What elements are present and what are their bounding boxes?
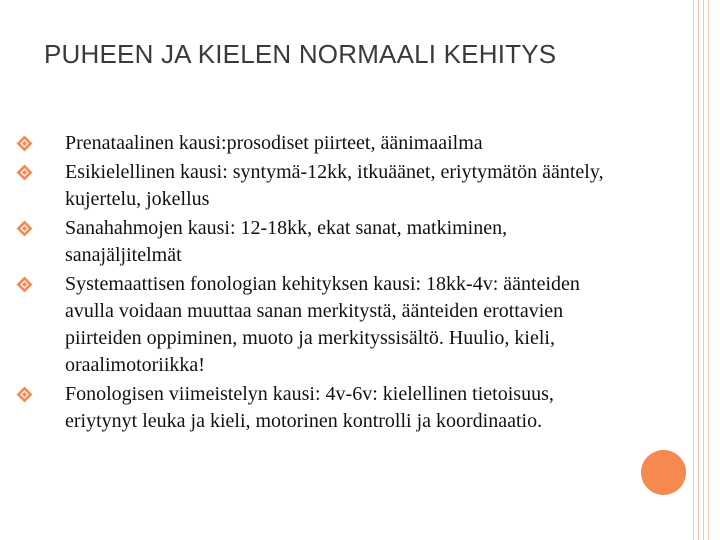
bullet-item — [16, 271, 626, 379]
bullet-list — [16, 130, 626, 437]
bullet-text: Systemaattisen fonologian kehityksen kausi: 18kk-4v: äänteiden avulla voidaan muuttaa sanan merkitystä, äänteiden erottavien piirteiden oppiminen, muoto ja merkityssisältö. Huulio, kieli, oraalimotoriikka! — [65, 273, 580, 376]
diamond-bullet-icon — [16, 164, 33, 181]
bullet-text: Fonologisen viimeistelyn kausi: 4v-6v: kielellinen tietoisuus, eriytynyt leuka ja kieli, motorinen kontrolli ja koordinaatio. — [65, 383, 554, 432]
decorative-border-line — [698, 0, 699, 540]
decorative-border-line — [703, 0, 704, 540]
bullet-item — [16, 159, 626, 213]
bullet-item — [16, 215, 626, 269]
slide-title: PUHEEN JA KIELEN NORMAALI KEHITYS — [44, 39, 557, 69]
bullet-text: Sanahahmojen kausi: 12-18kk, ekat sanat, matkiminen, sanajäljitelmät — [65, 217, 508, 266]
diamond-bullet-icon — [16, 135, 33, 152]
diamond-bullet-icon — [16, 276, 33, 293]
bullet-item — [16, 130, 626, 157]
decorative-border-line — [693, 0, 694, 540]
diamond-bullet-icon — [16, 220, 33, 237]
bullet-text: Prenataalinen kausi:prosodiset piirteet, äänimaailma — [65, 132, 483, 154]
bullet-item — [16, 381, 626, 435]
decorative-border-line — [708, 0, 709, 540]
decorative-orange-circle — [641, 450, 686, 495]
diamond-bullet-icon — [16, 386, 33, 403]
bullet-text: Esikielellinen kausi: syntymä-12kk, itkuäänet, eriytymätön ääntely, kujertelu, jokellus — [65, 161, 604, 210]
